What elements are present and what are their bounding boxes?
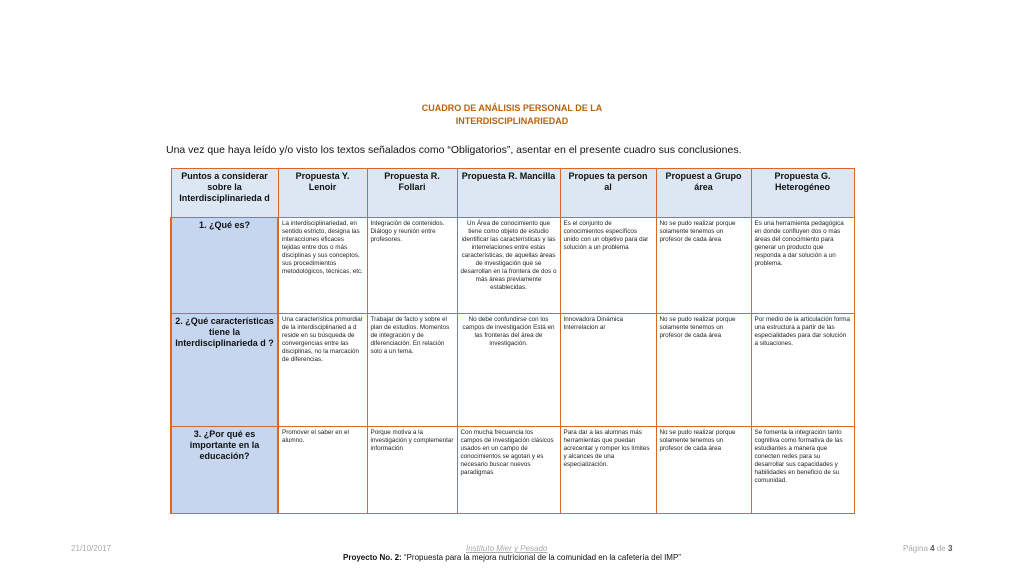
answer-cell: Es el conjunto de conocimientos específicos unido con un objetivo para dar solución a un problema: [560, 218, 656, 314]
table-row: [171, 314, 854, 427]
answer-cell: Trabajar de facto y sobre el plan de estudios. Momentos de integración y de diferenciación. En relación solo a un tema.: [367, 314, 457, 427]
answer-cell: Porque motiva a la investigación y complementar información: [367, 427, 457, 514]
page-middle: de: [934, 544, 948, 553]
answer-cell: No se pudo realizar porque solamente tenemos un profesor de cada área: [656, 218, 751, 314]
header-cell: Propuest a Grupo área: [656, 169, 751, 218]
header-cell: Propuesta Y. Lenoir: [278, 169, 367, 218]
answer-cell: Una característica primordial de la interdisciplinaried a d reside en su búsqueda de convergencias entre las disciplinas, no la marcación de diferencias.: [278, 314, 367, 427]
header-row: [171, 169, 854, 218]
page-prefix: Página: [903, 544, 931, 553]
analysis-table: [170, 168, 855, 514]
answer-cell: Promover el saber en el alumno.: [278, 427, 367, 514]
answer-cell: Innovadora Dinámica Interrelacion ar: [560, 314, 656, 427]
table-row: [171, 427, 854, 514]
project-caption: [0, 553, 1024, 562]
question-cell: 1. ¿Qué es?: [171, 218, 278, 314]
title-line-2: INTERDISCIPLINARIEDAD: [455, 116, 569, 126]
answer-cell: Con mucha frecuencia los campos de investigación clásicos usados en un campo de conocimientos se agotan y es necesario buscar nuevos paradigmas: [457, 427, 560, 514]
page-total: 3: [947, 544, 953, 553]
table-row: [171, 218, 854, 314]
title-line-1: CUADRO DE ANÁLISIS PERSONAL DE LA: [421, 103, 603, 113]
question-cell: 3. ¿Por qué es importante en la educación?: [171, 427, 278, 514]
footer-page-number: [903, 544, 952, 553]
answer-cell: La interdisciplinariedad, en sentido estricto, designa las interacciones eficaces tejidas entre dos o más disciplinas y sus conceptos, sus procedimientos metodológicos, técnicas, etc.: [278, 218, 367, 314]
question-cell: 2. ¿Qué características tiene la Interdisciplinarieda d ?: [171, 314, 278, 427]
header-cell: Propuesta G. Heterogéneo: [751, 169, 854, 218]
answer-cell: No debe confundirse con los campos de investigación Está en las fronteras del área de investigación.: [457, 314, 560, 427]
document-title: [0, 102, 1024, 128]
answer-cell: Un Área de conocimiento que tiene como objeto de estudio identificar las características y las interrelaciones entre estas características, de aquellas áreas de investigación que se desarrollan en la frontera de dos o más áreas previamente establecidas.: [457, 218, 560, 314]
answer-cell: Integración de contenidos. Diálogo y reunión entre profesores.: [367, 218, 457, 314]
project-label: Proyecto No. 2:: [343, 553, 402, 562]
answer-cell: Se fomenta la integración tanto cognitiva como formativa de las estudiantes a manera que conecten redes para su desarrollar sus capacidades y habilidades en beneficio de su comunidad.: [751, 427, 854, 514]
footer-institute: Instituto Mier y Pesado: [466, 544, 548, 553]
answer-cell: Para dar a las alumnas más herramientas que puedan acrecentar y romper los límites y alcances de una especialización.: [560, 427, 656, 514]
intro-text: Una vez que haya leído y/o visto los textos señalados como “Obligatorios”, asentar en el presente cuadro sus conclusiones.: [166, 144, 742, 156]
answer-cell: No se pudo realizar porque solamente tenemos un profesor de cada área: [656, 314, 751, 427]
answer-cell: Es una herramienta pedagógica en donde confluyen dos o más áreas del conocimiento para generar un producto que responda a dar solución a un problema.: [751, 218, 854, 314]
page-current: 4: [930, 544, 935, 553]
answer-cell: Por medio de la articulación forma una estructura a partir de las especialidades para dar solución a situaciones.: [751, 314, 854, 427]
header-cell: Propuesta R. Mancilla: [457, 169, 560, 218]
header-cell: Puntos a considerar sobre la Interdisciplinarieda d: [171, 169, 278, 218]
project-text: “Propuesta para la mejora nutricional de la comunidad en la cafetería del IMP”: [401, 553, 681, 562]
header-cell: Propuesta R. Follari: [367, 169, 457, 218]
answer-cell: No se pudo realizar porque solamente tenemos un profesor de cada área: [656, 427, 751, 514]
header-cell: Propues ta person al: [560, 169, 656, 218]
footer-date: 21/10/2017: [71, 544, 112, 553]
